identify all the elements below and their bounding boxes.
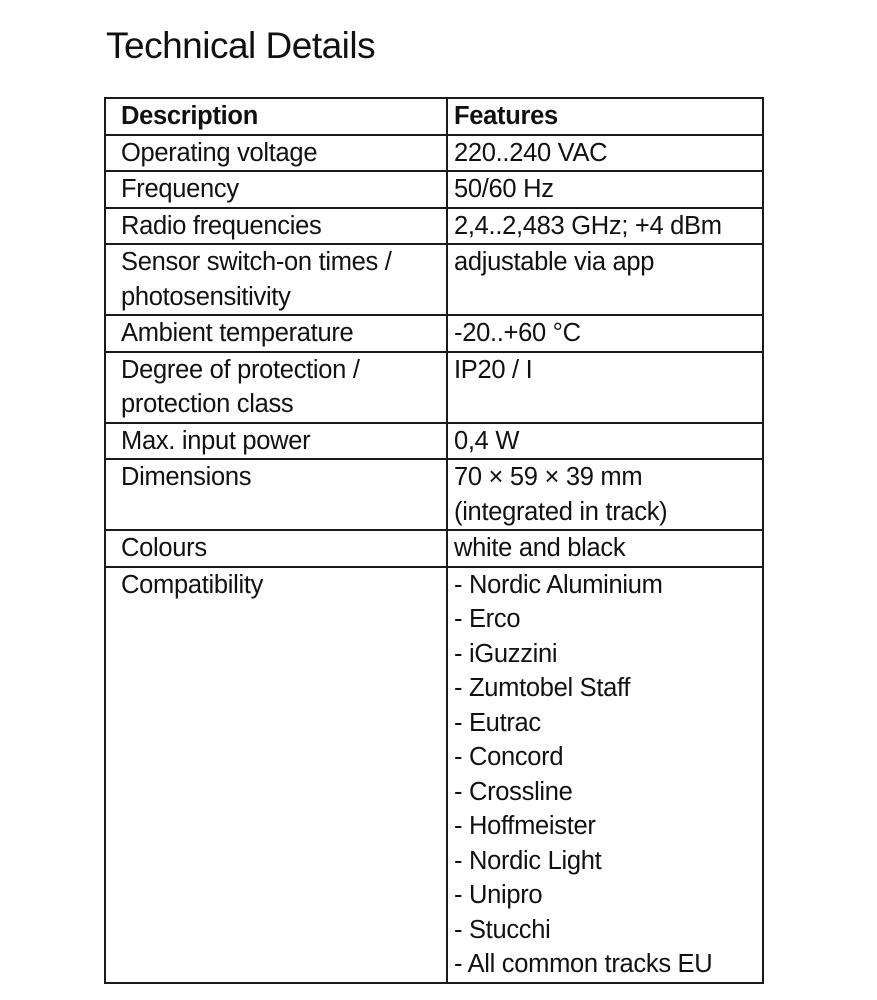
description-text: Operating voltage (121, 138, 318, 167)
features-cell (447, 171, 763, 208)
feature-text: - Concord (454, 743, 564, 771)
description-text: protection class (121, 390, 294, 418)
features-cell (447, 315, 763, 352)
description-text: Max. input power (121, 426, 311, 455)
feature-text: 2,4..2,483 GHz; +4 dBm (454, 211, 722, 240)
description-text: Frequency (121, 175, 239, 203)
description-text: Compatibility (121, 570, 264, 599)
feature-text: 220..240 VAC (454, 138, 608, 167)
table-row (105, 567, 763, 983)
description-cell (105, 135, 447, 172)
table-row (105, 459, 763, 530)
description-cell (105, 423, 447, 460)
table-header-row (105, 98, 763, 135)
description-cell (105, 315, 447, 352)
description-cell (105, 352, 447, 423)
table-row (105, 352, 763, 423)
table-body (105, 135, 763, 983)
features-cell (447, 208, 763, 245)
feature-text: - iGuzzini (454, 639, 558, 668)
description-text: photosensitivity (121, 282, 291, 311)
description-cell (105, 459, 447, 530)
page-title: Technical Details (106, 25, 376, 66)
features-cell (447, 459, 763, 530)
description-cell (105, 171, 447, 208)
feature-text: - Crossline (454, 777, 573, 806)
feature-text: IP20 / I (454, 355, 533, 384)
feature-text: - Stucchi (454, 915, 551, 944)
features-cell (447, 423, 763, 460)
table-row (105, 423, 763, 460)
table-row (105, 135, 763, 172)
feature-text: 50/60 Hz (454, 175, 554, 203)
table-row (105, 208, 763, 245)
table-row (105, 244, 763, 315)
features-cell (447, 352, 763, 423)
table-row (105, 315, 763, 352)
feature-text: -20..+60 °C (454, 319, 581, 347)
description-text: Sensor switch-on times / (121, 248, 392, 276)
features-cell (447, 567, 763, 983)
feature-text: - Unipro (454, 881, 543, 909)
feature-text: - Zumtobel Staff (454, 674, 631, 702)
description-text: Colours (121, 534, 207, 562)
description-text: Ambient temperature (121, 319, 354, 347)
feature-text: - Nordic Aluminium (454, 570, 663, 599)
feature-text: 0,4 W (454, 426, 520, 455)
feature-text: - All common tracks EU (454, 950, 713, 978)
header-features: Features (447, 98, 763, 135)
feature-text: adjustable via app (454, 248, 655, 276)
description-cell (105, 244, 447, 315)
feature-text: white and black (454, 534, 626, 562)
feature-text: 70 × 59 × 39 mm (454, 463, 643, 491)
description-cell (105, 530, 447, 567)
description-text: Radio frequencies (121, 211, 322, 240)
features-cell (447, 135, 763, 172)
description-text: Dimensions (121, 463, 252, 491)
description-text: Degree of protection / (121, 355, 360, 384)
feature-text: - Erco (454, 605, 521, 633)
table-row (105, 171, 763, 208)
features-cell (447, 244, 763, 315)
feature-text: - Eutrac (454, 708, 541, 737)
description-cell (105, 567, 447, 983)
technical-details-table (104, 97, 764, 984)
feature-text: - Hoffmeister (454, 812, 596, 840)
description-cell (105, 208, 447, 245)
feature-text: (integrated in track) (454, 497, 668, 526)
features-cell (447, 530, 763, 567)
table-row (105, 530, 763, 567)
header-description: Description (105, 98, 447, 135)
feature-text: - Nordic Light (454, 846, 602, 875)
